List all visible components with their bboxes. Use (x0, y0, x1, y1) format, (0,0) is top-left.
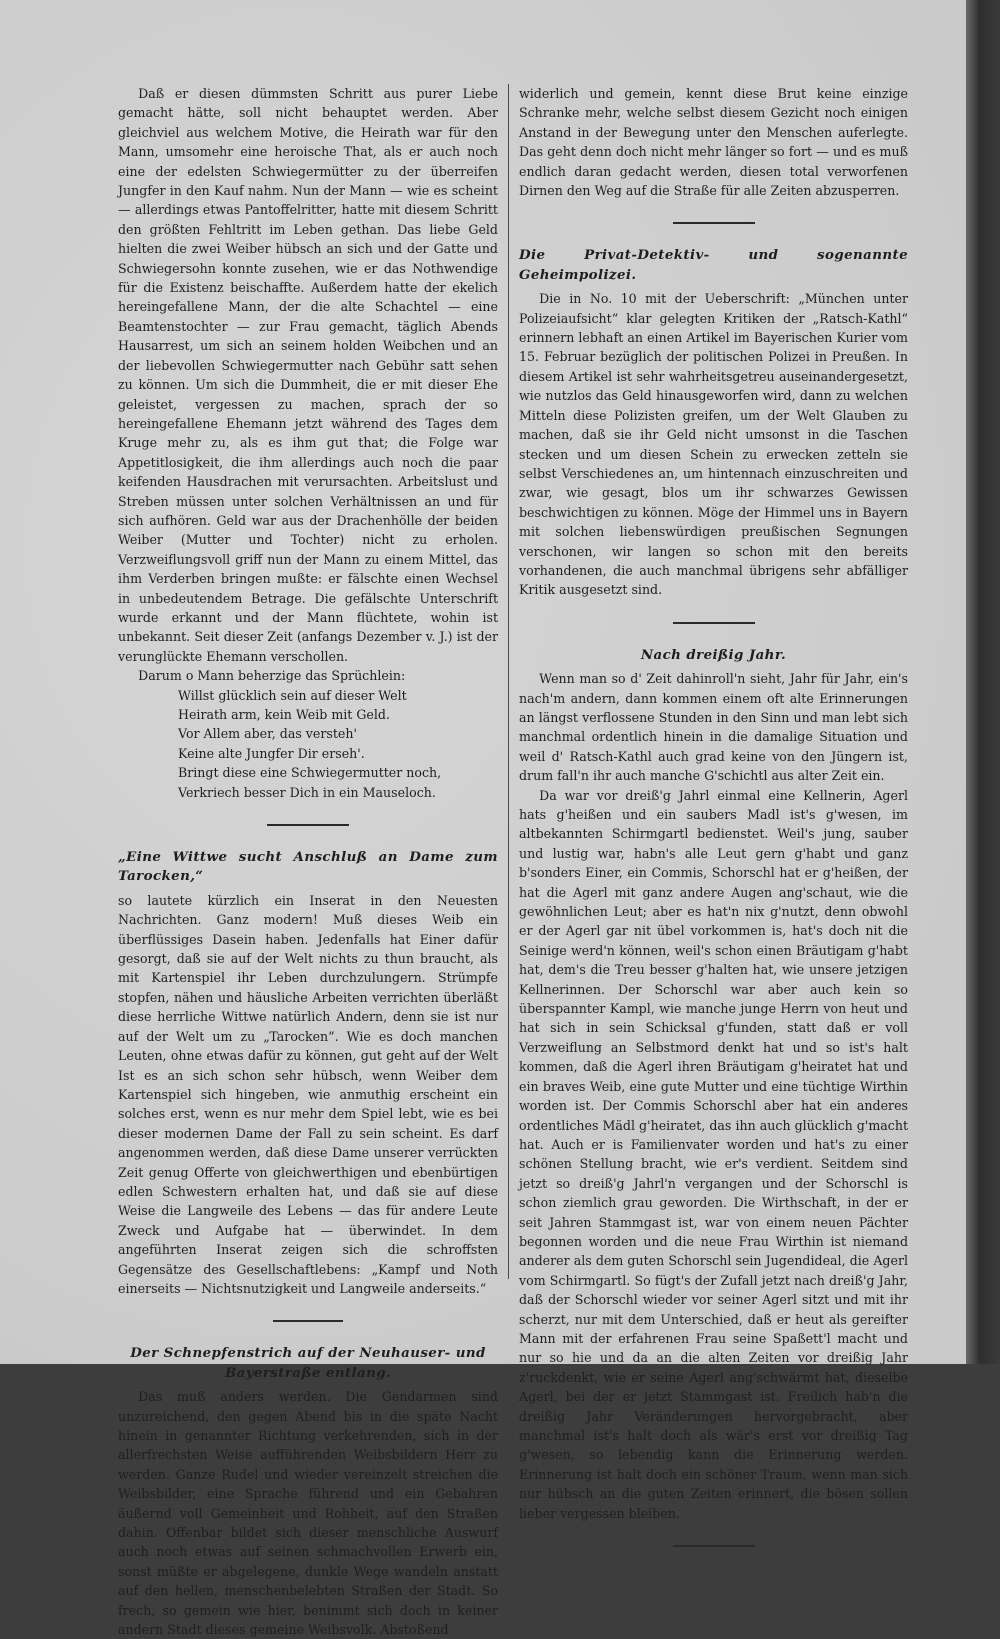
poem-intro: Darum o Mann beherzige das Sprüchlein: (138, 668, 406, 684)
poem-line: Bringt diese eine Schwiegermutter noch, (178, 765, 442, 781)
article-heading: Die Privat-Detektiv- und sogenannte Geheimpolizei. (519, 247, 908, 283)
article-paragraph: Daß er diesen dümmsten Schritt aus purer Liebe gemacht hätte, soll nicht behauptet werden. Aber gleichviel aus welchem Motive, die Heirath war für den Mann, umsomehr eine heroische That, als er auch noch eine der edelsten Schwiegermütter zu der überreifen Jungfer in den Kauf nahm. Nun der Mann — wie es scheint — allerdings etwas Pantoffelritter, hatte mit diesem Schritt den größten Fehltritt im Leben gethan. Das liebe Geld hielten die zwei Weiber hübsch an sich und der Gatte und Schwiegersohn konnte zusehen, wie er das Nothwendige für die Existenz beischaffte. Außerdem hatte der ekelich hereingefallene Mann, der die alte Schachtel — eine Beamtenstochter — zur Frau gemacht, täglich Abends Hausarrest, um sich an seinem holden Weibchen und an der liebevollen Schwiegermutter nach Gebühr satt sehen zu können. Um sich die Dummheit, die er mit dieser Ehe geleistet, vergessen zu machen, sprach der so hereingefallene Ehemann jetzt während des Tages dem Kruge mehr zu, als es ihm gut that; die Folge war Appetitlosigkeit, die ihm allerdings auch noch die paar keifenden Hausdrachen mit verursachten. Arbeitslust und Streben müssen unter solchen Verhältnissen an und für sich aufhören. Geld war aus der Drachenhölle der beiden Weiber (Mutter und Tochter) nicht zu erholen. Verzweiflungsvoll griff nun der Mann zu einem Mittel, das ihm Verderben bringen mußte: er fälschte einen Wechsel in unbedeutendem Betrage. Die gefälschte Unterschrift wurde erkannt und der Mann flüchtete, wohin ist unbekannt. Seit dieser Zeit (anfangs Dezember v. J.) ist der verunglückte Ehemann verschollen. (118, 86, 498, 664)
poem (178, 686, 498, 802)
poem-line: Keine alte Jungfer Dir erseh'. (178, 745, 365, 761)
poem-line: Vor Allem aber, das versteh' (178, 726, 357, 742)
right-column (519, 84, 908, 1569)
section-divider (673, 1545, 755, 1547)
article-paragraph: Da war vor dreiß'g Jahrl einmal eine Kellnerin, Agerl hats g'heißen und ein saubers Madl ist's g'wesen, im altbekannten Schirmgartl bedienstet. Weil's jung, sauber und lustig war, habn's alle Leut gern g'habt und ganz b'sonders Einer, ein Commis, Schorschl hat er g'heißen, der hat die Agerl mit ganz andere Augen ang'schaut, wie die gewöhnlichen Leut; aber es hat'n nix g'nutzt, denn obwohl er der Agerl gar nit übel vorkommen is, hat's doch nit die Seinige werd'n können, weil's schon einen Bräutigam g'habt hat, dem's die Treu besser g'halten hat, wie unsere jetzigen Kellnerinnen. Der Schorschl war aber auch kein so überspannter Kampl, wie manche junge Herrn von heut und hat sich in sein Schicksal g'funden, statt daß er voll Verzweiflung an Selbstmord denkt hat und so ist's halt kommen, daß die Agerl ihren Bräutigam g'heiratet hat und ein braves Weib, eine gute Mutter und eine tüchtige Wirthin worden ist. Der Commis Schorschl aber hat ein anderes ordentliches Mädl g'heiratet, das ihn auch glücklich g'macht hat. Auch er is Familienvater worden und hat's zu einer schönen Stellung bracht, wie er's verdient. Seitdem sind jetzt so dreiß'g Jahrl'n vergangen und der Schorschl is schon ziemlich grau geworden. Die Wirthschaft, in der er seit Jahren Stammgast ist, war von einem neuen Pächter begonnen worden und die neue Frau Wirthin ist niemand anderer als dem guten Schorschl sein Jugendideal, die Agerl vom Schirmgartl. So fügt's der Zufall jetzt nach dreiß'g Jahr, daß der Schorschl wieder vor seiner Agerl sitzt und mit ihr scherzt, nur mit dem Unterschied, daß er heut als gereifter Mann mit der erfahrenen Frau seine Spaßett'l macht und nur so hie und da an die alten Zeiten vor dreißig Jahr z'ruckdenkt, wie er seine Agerl ang'schwärmt hat, dieselbe Agerl, bei der er jetzt Stammgast ist. Freilich hab'n die dreißig Jahr Veränderungen hervorgebracht, aber manchmal ist's halt doch als wär's erst vor dreißig Tag g'wesen, so lebendig kann die Erinnerung werden. Erinnerung ist halt doch ein schöner Traum, wenn man sich nur hübsch an die guten Zeiten erinnert, die bösen sollen lieber vergessen bleiben. (519, 787, 908, 1521)
section-divider (267, 824, 349, 826)
section-divider (673, 622, 755, 624)
poem-line: Willst glücklich sein auf dieser Welt (178, 687, 407, 703)
column-divider (508, 84, 509, 1279)
poem-line: Verkriech besser Dich in ein Mauseloch. (178, 784, 436, 800)
article-paragraph: Die in No. 10 mit der Ueberschrift: „München unter Polizeiaufsicht“ klar gelegten Kritiken der „Ratsch-Kathl“ erinnern lebhaft an einen Artikel im Bayerischen Kurier vom 15. Februar bezüglich der politischen Polizei in Preußen. In diesem Artikel ist sehr wahrheitsgetreu auseinandergesetzt, wie nutzlos das Geld hinausgeworfen wird, dann zu welchen Mitteln diese Polizisten greifen, um der Welt Glauben zu machen, daß sie ihr Geld nicht umsonst in die Taschen stecken und um diesen Schein zu erwecken zetteln sie selbst Verschiedenes an, um hintennach einzuschreiten und zwar, wie gesagt, blos um ihr schwarzes Gewissen beschwichtigen zu können. Möge der Himmel uns in Bayern mit solchen liebenswürdigen preußischen Segnungen verschonen, wir langen so schon mit den bereits vorhandenen, die auch manchmal übrigens sehr abfälliger Kritik ausgesetzt sind. (519, 291, 908, 598)
article-heading: „Eine Wittwe sucht Anschluß an Dame zum Tarocken,“ (118, 849, 498, 885)
left-column (118, 84, 498, 1639)
article-heading: Der Schnepfenstrich auf der Neuhauser- und Bayerstraße entlang. (130, 1345, 486, 1381)
scan-edge (966, 0, 1000, 1364)
article-heading: Nach dreißig Jahr. (640, 646, 787, 663)
article-paragraph: Wenn man so d' Zeit dahinroll'n sieht, Jahr für Jahr, ein's nach'm andern, dann kommen einem oft alte Erinnerungen an längst verflossene Stunden in den Sinn und man lebt sich manchmal ordentlich hinein in die damalige Situation und weil d' Ratsch-Kathl auch grad keine von den Jüngern ist, drum fall'n ihr auch manche G'schichtl aus alter Zeit ein. (519, 671, 908, 784)
section-divider (273, 1320, 343, 1322)
article-paragraph: so lautete kürzlich ein Inserat in den Neuesten Nachrichten. Ganz modern! Muß dieses Weib ein überflüssiges Dasein haben. Jedenfalls hat Einer dafür gesorgt, daß sie auf der Welt nichts zu thun braucht, als mit Kartenspiel ihr Leben durchzulungern. Strümpfe stopfen, nähen und häusliche Arbeiten verrichten überläßt diese herrliche Wittwe natürlich Andern, denn sie ist nur auf der Welt um zu „Tarocken“. Wie es doch manchen Leuten, ohne etwas dafür zu können, gut geht auf der Welt Ist es an sich schon sehr hübsch, wenn Weiber dem Kartenspiel sich hingeben, wie anmuthig erscheint ein solches erst, wenn es nur mehr dem Spiel lebt, wie es bei dieser modernen Dame der Fall zu sein scheint. Es darf angenommen werden, daß diese Dame unserer verrückten Zeit genug Offerte von gleichwerthigen und ebenbürtigen edlen Schwestern erhalten hat, und daß sie auf diese Weise die Langweile des Lebens — das für andere Leute Zweck und Aufgabe hat — überwindet. In dem angeführten Inserat zeigen sich die schroffsten Gegensätze des Gesellschaftlebens: „Kampf und Noth einerseits — Nichtsnutzigkeit und Langweile anderseits.“ (118, 892, 498, 1296)
article-paragraph: widerlich und gemein, kennt diese Brut keine einzige Schranke mehr, welche selbst diesem Gezicht noch einigen Anstand in der Bewegung unter den Menschen auferlegte. Das geht denn doch nicht mehr länger so fort — und es muß endlich daran gedacht werden, diesen total verworfenen Dirnen den Weg auf die Straße für alle Zeiten abzusperren. (519, 86, 908, 199)
article-paragraph: Das muß anders werden. Die Gendarmen sind unzureichend, den gegen Abend bis in die späte Nacht hinein in genannter Richtung verkehrenden, sich in der allerfrechsten Weise aufführenden Weibsbildern Herr zu werden. Ganze Rudel und wieder vereinzelt streichen die Weibsbilder, eine Sprache führend und ein Gebahren äußernd voll Gemeinheit und Rohheit, auf den Straßen dahin. Offenbar bildet sich dieser menschliche Auswurf auch noch etwas auf seinen schmachvollen Erwerb ein, sonst müßte er abgelegene, dunkle Wege wandeln anstatt auf den hellen, menschenbelebten Straßen der Stadt. So frech, so gemein wie hier, benimmt sich doch in keiner andern Stadt dieses gemeine Weibsvolk. Abstoßend (118, 1389, 498, 1638)
section-divider (673, 222, 755, 224)
poem-line: Heirath arm, kein Weib mit Geld. (178, 707, 390, 722)
